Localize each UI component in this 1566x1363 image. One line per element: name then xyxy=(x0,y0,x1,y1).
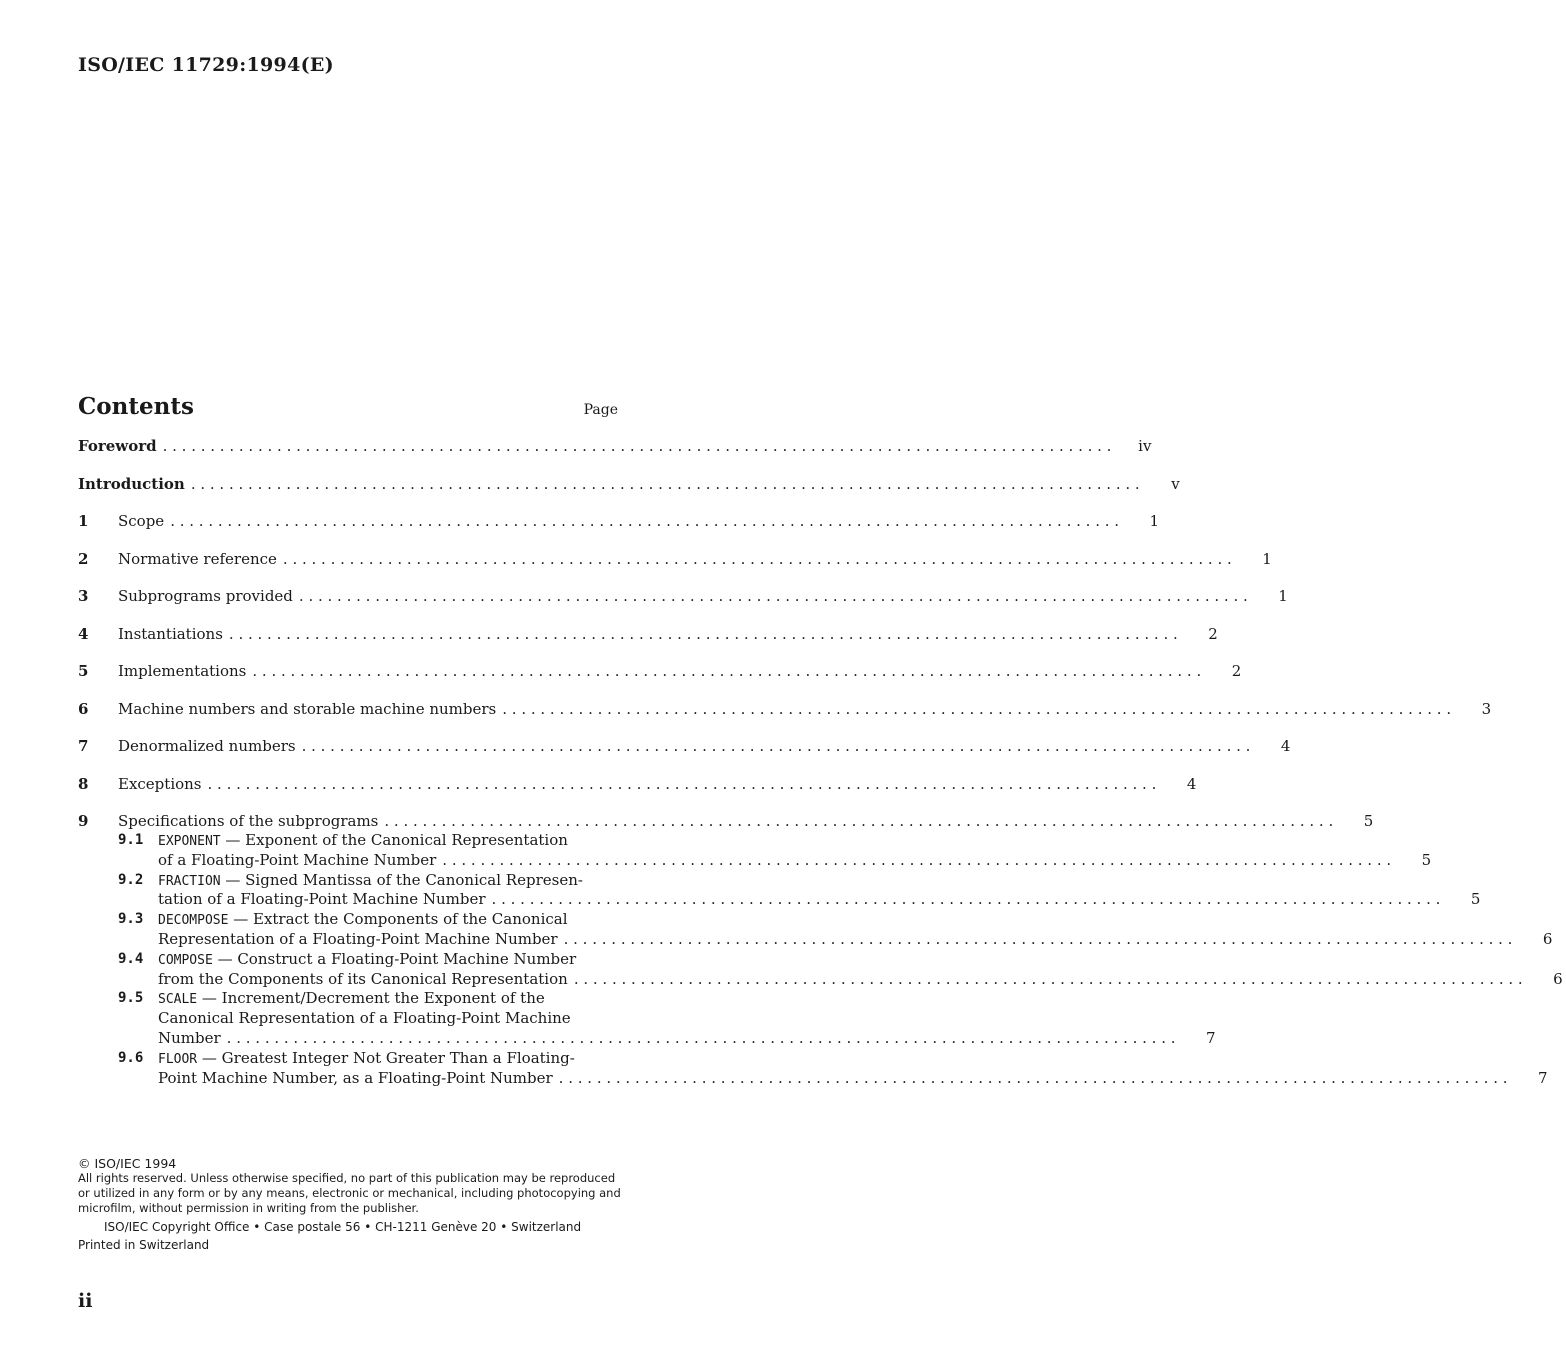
toc-subentry[interactable] xyxy=(78,870,1481,911)
subentry-title-line2: from the Components of its Canonical Representation xyxy=(158,969,568,988)
toc-subentry-number: 9.6 xyxy=(118,1049,144,1066)
toc-entry-number: 1 xyxy=(78,512,89,530)
dot-leader xyxy=(170,511,1119,531)
toc-subentry[interactable] xyxy=(78,949,1563,990)
subprogram-name: SCALE xyxy=(158,992,198,1008)
toc-entry-title: Normative reference xyxy=(118,549,277,568)
copyright-office-address: ISO/IEC Copyright Office • Case postale 56 • CH-1211 Genève 20 • Switzerland xyxy=(104,1220,582,1234)
toc-entry-page: 5 xyxy=(1363,812,1374,830)
subentry-title-line1: — Greatest Integer Not Greater Than a Floating- xyxy=(197,1048,575,1067)
toc-entry-title: Introduction xyxy=(78,474,185,493)
toc-entry-page: 4 xyxy=(1280,737,1291,755)
toc-page-column-label: Page xyxy=(583,402,618,418)
toc-subentry[interactable] xyxy=(78,910,1553,950)
toc-entry[interactable] xyxy=(78,474,1180,494)
dot-leader xyxy=(502,699,1451,719)
subentry-title-line2: Representation of a Floating-Point Machine Number xyxy=(158,929,558,948)
dot-leader xyxy=(227,1029,1176,1049)
toc-subentry-number: 9.1 xyxy=(118,832,144,848)
copyright-line: © ISO/IEC 1994 xyxy=(78,1156,177,1171)
toc-entry[interactable] xyxy=(78,699,1492,719)
toc-entry[interactable] xyxy=(78,624,1218,644)
toc-entry[interactable] xyxy=(78,736,1291,756)
dot-leader xyxy=(283,549,1232,569)
dot-leader xyxy=(191,474,1140,494)
subprogram-name: DECOMPOSE xyxy=(158,913,229,929)
toc-entry-page: iv xyxy=(1138,437,1152,455)
subentry-title-line3: Number xyxy=(158,1028,221,1047)
toc-subentry-number: 9.2 xyxy=(118,871,144,888)
subprogram-name: COMPOSE xyxy=(158,952,213,968)
dot-leader xyxy=(229,624,1178,644)
subprogram-name: FRACTION xyxy=(158,873,221,889)
dot-leader xyxy=(299,586,1248,606)
toc-subentry-number: 9.4 xyxy=(118,950,144,967)
subprogram-name: FLOOR xyxy=(158,1051,198,1067)
toc-subentry-page: 5 xyxy=(1470,890,1481,909)
toc-subentry-page: 6 xyxy=(1542,929,1553,948)
toc-subentry-number: 9.3 xyxy=(118,911,144,928)
toc-entry[interactable] xyxy=(78,661,1242,681)
toc-subentry-number: 9.5 xyxy=(118,990,144,1007)
toc-entry-number: 4 xyxy=(78,624,89,643)
toc-entry-number: 3 xyxy=(78,587,89,605)
toc-header xyxy=(78,393,620,433)
toc-entry-page: 4 xyxy=(1186,774,1197,793)
table-of-contents xyxy=(78,393,1563,1088)
dot-leader xyxy=(163,436,1112,456)
subentry-title-line1: — Increment/Decrement the Exponent of the xyxy=(197,989,545,1008)
subentry-title-line2: Point Machine Number, as a Floating-Point Number xyxy=(158,1068,553,1087)
toc-entry-number: 8 xyxy=(78,774,89,793)
toc-entry-number: 2 xyxy=(78,549,89,568)
toc-entry-number: 6 xyxy=(78,699,89,718)
dot-leader xyxy=(492,890,1441,910)
toc-entry-number: 5 xyxy=(78,662,89,680)
toc-entry-page: v xyxy=(1171,474,1180,493)
printed-in-line: Printed in Switzerland xyxy=(78,1238,210,1252)
toc-subentry-page: 7 xyxy=(1537,1068,1548,1087)
toc-entry[interactable] xyxy=(78,436,1152,456)
dot-leader xyxy=(564,930,1513,950)
dot-leader xyxy=(208,774,1157,794)
dot-leader xyxy=(574,970,1523,990)
toc-entry-page: 2 xyxy=(1231,662,1242,680)
toc-entries xyxy=(78,436,1492,831)
toc-entry[interactable] xyxy=(78,511,1160,531)
subentry-title-line2: Canonical Representation of a Floating-Point Machine xyxy=(158,1009,571,1028)
subprogram-name: EXPONENT xyxy=(158,834,221,849)
toc-subentry[interactable] xyxy=(78,831,1432,871)
copyright-notice xyxy=(78,1156,623,1253)
dot-leader xyxy=(442,851,1391,871)
copyright-rights-text: All rights reserved. Unless otherwise specified, no part of this publication may be reproduced or utilized in any form or by any means, electronic or mechanical, including photocopying and microfilm, without permission in writing from the publisher. xyxy=(78,1171,621,1215)
toc-subentry-page: 7 xyxy=(1205,1028,1216,1047)
toc-entry-page: 2 xyxy=(1208,624,1218,643)
document-id-header: ISO/IEC 11729:1994(E) xyxy=(78,54,334,76)
dot-leader xyxy=(384,811,1333,831)
toc-entry-page: 3 xyxy=(1481,699,1492,718)
toc-entry-title: Specifications of the subprograms xyxy=(118,812,379,830)
toc-entry-title: Subprograms provided xyxy=(118,587,293,605)
toc-entry-page: 1 xyxy=(1278,587,1288,605)
toc-entry-title: Instantiations xyxy=(118,624,223,643)
toc-entry-page: 1 xyxy=(1262,549,1272,568)
subentry-title-line1: — Exponent of the Canonical Representation xyxy=(220,831,568,849)
toc-subentry-page: 5 xyxy=(1421,850,1432,869)
subentry-title-line2: tation of a Floating-Point Machine Number xyxy=(158,890,486,909)
subentry-title-line2: of a Floating-Point Machine Number xyxy=(158,850,437,869)
toc-entry-title: Exceptions xyxy=(118,774,202,793)
dot-leader xyxy=(252,661,1201,681)
subentry-title-line1: — Extract the Components of the Canonical xyxy=(228,910,568,929)
toc-entry-title: Denormalized numbers xyxy=(118,737,296,755)
toc-entry[interactable] xyxy=(78,586,1288,606)
toc-entry-number: 7 xyxy=(78,737,89,755)
toc-entry-title: Implementations xyxy=(118,662,247,680)
dot-leader xyxy=(302,736,1251,756)
toc-entry-page: 1 xyxy=(1149,512,1160,530)
page-number: ii xyxy=(78,1290,93,1312)
toc-title: Contents xyxy=(78,393,194,420)
toc-entry[interactable] xyxy=(78,774,1197,794)
toc-subentry[interactable] xyxy=(78,989,1216,1048)
toc-entry-title: Machine numbers and storable machine numbers xyxy=(118,699,497,718)
subentry-title-line1: — Construct a Floating-Point Machine Number xyxy=(212,949,577,968)
toc-entry-number: 9 xyxy=(78,812,89,830)
toc-subentries xyxy=(78,831,1563,1088)
toc-subentry-page: 6 xyxy=(1553,969,1563,988)
toc-entry-title: Scope xyxy=(118,512,165,530)
dot-leader xyxy=(559,1069,1508,1089)
toc-entry[interactable] xyxy=(78,811,1374,831)
toc-entry-title: Foreword xyxy=(78,437,157,455)
toc-subentry[interactable] xyxy=(78,1048,1548,1089)
subentry-title-line1: — Signed Mantissa of the Canonical Represen- xyxy=(220,870,583,889)
toc-entry[interactable] xyxy=(78,549,1272,569)
